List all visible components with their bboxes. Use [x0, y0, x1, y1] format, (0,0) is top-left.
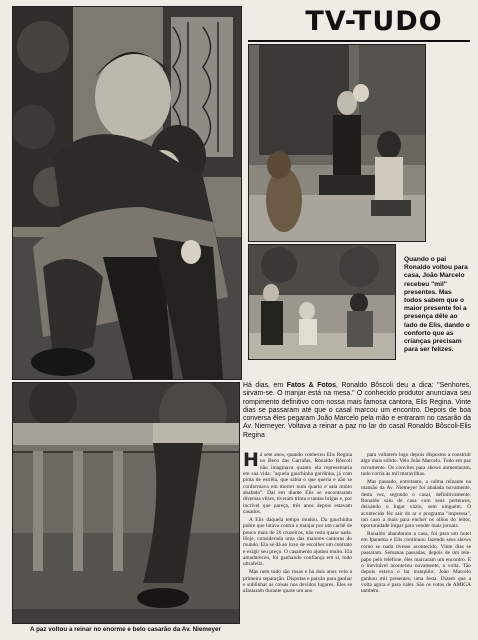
page-title: TV-TUDO [305, 5, 443, 37]
body-paragraph: A Elis daquela tempo mudou. Da gauchinha pobre que lutava contra o manjar por um cachê de pouco mais de 20 cruzeiros, não resta quase nada. Hoje, considerada uma das maiores cantoras do mundo. Ela se dá ao luxo de escolher um contrato e exigir seu preço. O casamento ajudou muito. Ela amadureceu, foi ganhando confiança em si, tudo ultrafeliz. [243, 516, 352, 568]
body-paragraph [243, 449, 352, 516]
body-paragraph: para voltarem logo depois dispostos a construir algo mais sólido. Veio João Marcelo. Tudo em paz novamente. Os convites para shows aumentaram, tudo corria às mil maravilhas. [361, 452, 471, 478]
lead-text-2: , Ronaldo Bôscoli deu a dica: "Senhores, sirvam-se. O manjar está na mesa." O conhecido produtor anunciava seu rompimento definitivo com nossa mais famosa cantora, Elis Regina. Vinte dias se passaram até que o casal marcou um encontro. Depois de boa conversa êles pegaram João Marcelo pela mão e entraram no casarão da Av. Niemeyer. Voltava a reinar a paz no lar do casal Ronaldo Bôscoli-Elis Regina [243, 382, 471, 439]
header-rule [248, 40, 470, 42]
family-garden-photo [248, 244, 396, 360]
body-text: á sete anos, quando conheceu Elis Regina no Beco das Garrafas, Ronaldo Bôscoli não imaginava quanto ela representaria em sua vida: "aquela gauchinha gordinha, já com pinta de estrêla, que sabia o que queria e não se conformava em morrer num quarto e sala muito abafado". Daí em diante Elis se encontraram diversas vêzes, tiveram trinta e tantas brigas e, por incrível que pareça, três anos depois estavam casados. [243, 452, 352, 516]
couple-embrace-photo [12, 6, 242, 380]
drop-cap: H [243, 449, 259, 471]
body-paragraph: Mas nem tudo são rosas e há dois anos veio a primeira separação. Disputas e paixão para ganhar e sublinhar as coisas nos devidos lugares. Eles se afastaram durante quase um ano [243, 569, 352, 595]
bottom-caption: A paz voltou a reinar no enorme e belo casarão da Av. Niemeyer [30, 626, 221, 633]
lead-magazine-name: Fatos & Fotos [286, 382, 336, 389]
lead-paragraph [243, 382, 471, 440]
family-with-dog-photo [248, 44, 426, 242]
body-paragraph: Ronaldo abandonou a casa, foi para um hotel em Ipanema e Elis continuou fazendo seus shows como se nada tivesse acontecido. Vinte dias se passaram. Semanas passadas, depois de um tele-papo pelo telefone, êles marcaram um encontro. E o inevitável aconteceu novamente, a volta. Tão depois estava o lar tranqüilo; João Marcelo ganhou mil presentes, uma festa. Dizem que a volta agora é para valer. São os votos de AMIGA também. [361, 531, 471, 595]
side-caption: Quando o pai Ronaldo voltou para casa, João Marcelo recebeu "mil" presentes. Mas todos sabem que o maior presente foi a presença dêle ao lado de Elis, dando o conforto que as crianças precisam para ser felizes. [404, 256, 470, 354]
body-column-2 [361, 452, 471, 596]
lead-text-1: Há dias, em [243, 382, 287, 389]
garden-bench-photo [12, 382, 240, 624]
body-column-1 [243, 449, 352, 596]
body-paragraph: Mas passado, entretanto, a calma reinante na mansão da Av. Niemeyer foi abalada novamente, desta vez, segundo o casal, definitivamente. Ronaldo saiu de casa com seus pertences, deixando o lugar vazio, sem ninguém. O acontecido fêz sair do ar o programa "impressa", um caso a mais para encher os olhos do leitor, oportunidade ímpar para vender mais jornais. [361, 478, 471, 530]
